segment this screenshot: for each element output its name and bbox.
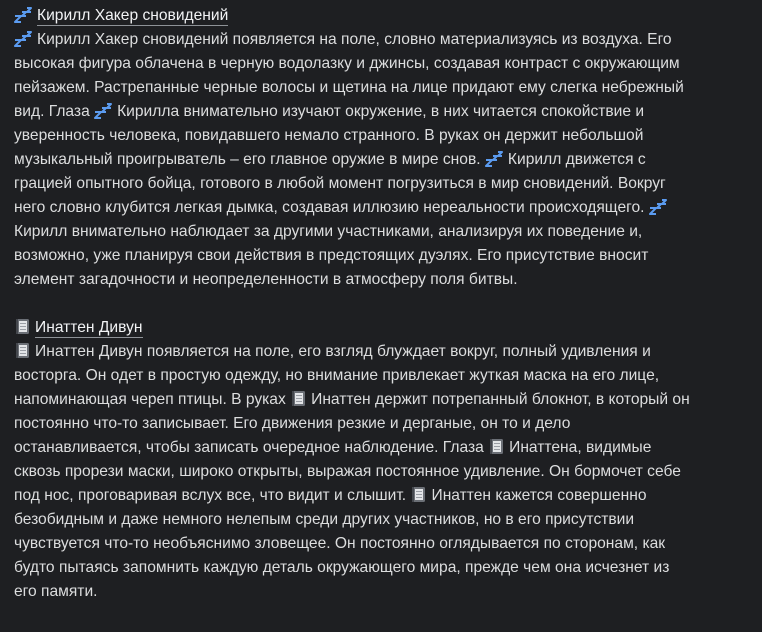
paragraph-text: безобидным и даже немного нелепым среди других участников, но в его присутствии <box>14 511 635 528</box>
paragraph-line <box>14 76 749 100</box>
entry-title: Кирилл Хакер сновидений <box>37 7 229 24</box>
paragraph-line <box>14 28 749 52</box>
entry-paragraph <box>14 340 749 604</box>
paragraph-text: него словно клубится легкая дымка, создавая иллюзию нереальности происходящего. <box>14 199 649 216</box>
paragraph-text: напоминающая череп птицы. В руках <box>14 391 291 408</box>
paragraph-text: вид. Глаза <box>14 103 95 120</box>
paragraph-line <box>14 460 749 484</box>
zzz-icon <box>485 151 504 167</box>
entry-paragraph <box>14 28 749 292</box>
entry-title: Инаттен Дивун <box>35 319 143 336</box>
paragraph-text: будто пытаясь запомнить каждую деталь окружающего мира, прежде чем она исчезнет из <box>14 559 670 576</box>
notebook-icon <box>14 318 31 335</box>
paragraph-text: Инаттена, видимые <box>509 439 652 456</box>
notebook-icon <box>290 390 307 407</box>
paragraph-line <box>14 556 749 580</box>
notebook-icon <box>14 342 31 359</box>
paragraph-line <box>14 364 749 388</box>
entry-heading <box>14 316 749 340</box>
paragraph-line <box>14 244 749 268</box>
paragraph-text: Инаттен держит потрепанный блокнот, в который он <box>311 391 690 408</box>
message-content <box>14 4 749 604</box>
paragraph-line <box>14 580 749 604</box>
zzz-icon <box>649 199 668 215</box>
paragraph-text: грацией опытного бойца, готового в любой момент погрузиться в мир сновидений. Вокруг <box>14 175 666 192</box>
paragraph-text: восторга. Он одет в простую одежду, но внимание привлекает жуткая маска на его лице, <box>14 367 660 384</box>
paragraph-text: останавливается, чтобы записать очередное наблюдение. Глаза <box>14 439 489 456</box>
zzz-icon <box>14 7 33 23</box>
paragraph-line <box>14 124 749 148</box>
paragraph-line <box>14 196 749 220</box>
paragraph-text: чувствуется что-то необъяснимо зловещее. Он постоянно оглядывается по сторонам, как <box>14 535 666 552</box>
paragraph-text: Кирилл внимательно наблюдает за другими участниками, анализируя их поведение и, <box>14 223 643 240</box>
paragraph-gap <box>14 292 749 316</box>
paragraph-line <box>14 388 749 412</box>
paragraph-text: уверенность человека, повидавшего немало странного. В руках он держит небольшой <box>14 127 644 144</box>
paragraph-line <box>14 172 749 196</box>
paragraph-line <box>14 100 749 124</box>
paragraph-text: Кирилл движется с <box>507 151 646 168</box>
paragraph-text: Инаттен Дивун появляется на поле, его взгляд блуждает вокруг, полный удивления и <box>35 343 651 360</box>
zzz-icon <box>14 31 33 47</box>
paragraph-line <box>14 484 749 508</box>
paragraph-line <box>14 532 749 556</box>
paragraph-line <box>14 340 749 364</box>
paragraph-line <box>14 52 749 76</box>
paragraph-text: высокая фигура облачена в черную водолазку и джинсы, создавая контраст с окружающим <box>14 55 680 72</box>
notebook-icon <box>488 438 505 455</box>
paragraph-text: элемент загадочности и неопределенности в атмосферу поля битвы. <box>14 271 518 288</box>
paragraph-text: Кирилл Хакер сновидений появляется на поле, словно материализуясь из воздуха. Его <box>37 31 672 48</box>
paragraph-text: под нос, проговаривая вслух все, что видит и слышит. <box>14 487 411 504</box>
entry-heading <box>14 4 749 28</box>
notebook-icon <box>410 486 427 503</box>
paragraph-text: его памяти. <box>14 583 98 600</box>
paragraph-text: постоянно что-то записывает. Его движения резкие и дерганые, он то и дело <box>14 415 571 432</box>
paragraph-text: возможно, уже планируя свои действия в предстоящих дуэлях. Его присутствие вносит <box>14 247 649 264</box>
paragraph-line <box>14 148 749 172</box>
paragraph-line <box>14 268 749 292</box>
zzz-icon <box>94 103 113 119</box>
paragraph-line <box>14 412 749 436</box>
paragraph-line <box>14 508 749 532</box>
paragraph-text: музыкальный проигрыватель – его главное оружие в мире снов. <box>14 151 485 168</box>
paragraph-line <box>14 436 749 460</box>
paragraph-text: пейзажем. Растрепанные черные волосы и щетина на лице придают ему слегка небрежный <box>14 79 684 96</box>
paragraph-text: Кирилла внимательно изучают окружение, в них читается спокойствие и <box>117 103 645 120</box>
paragraph-text: Инаттен кажется совершенно <box>431 487 647 504</box>
paragraph-line <box>14 220 749 244</box>
paragraph-text: сквозь прорези маски, широко открыты, выражая постоянное удивление. Он бормочет себе <box>14 463 681 480</box>
